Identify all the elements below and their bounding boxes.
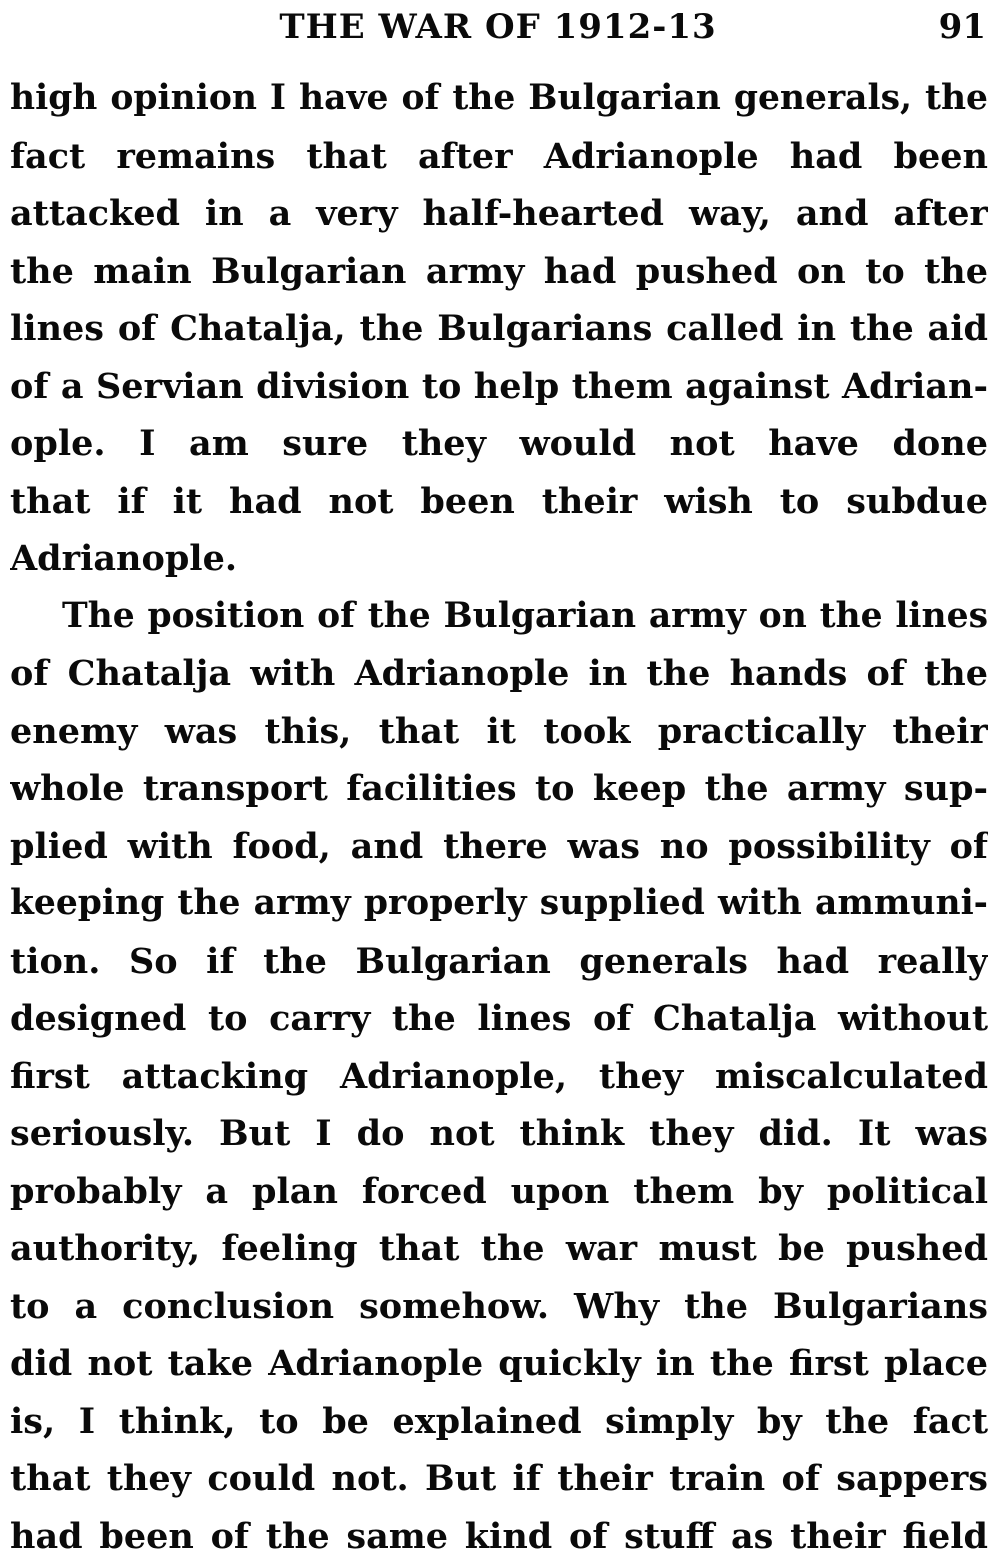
text-line: high opinion I have of the Bulgarian generals, the xyxy=(10,70,988,128)
text-line: tion. So if the Bulgarian generals had really xyxy=(10,933,988,991)
text-line: of a Servian division to help them against Adrian- xyxy=(10,358,988,416)
text-line: ople. I am sure they would not have done xyxy=(10,415,988,473)
text-line: authority, feeling that the war must be pushed xyxy=(10,1220,988,1278)
body-text xyxy=(10,70,988,1565)
text-line: that if it had not been their wish to subdue xyxy=(10,473,988,531)
text-line: first attacking Adrianople, they miscalculated xyxy=(10,1048,988,1106)
running-head xyxy=(10,4,986,50)
text-line: The position of the Bulgarian army on the lines xyxy=(10,588,988,646)
text-line: plied with food, and there was no possibility of xyxy=(10,818,988,876)
running-title: THE WAR OF 1912-13 xyxy=(10,4,986,50)
page-number: 91 xyxy=(939,4,986,50)
text-line: probably a plan forced upon them by political xyxy=(10,1163,988,1221)
text-line: enemy was this, that it took practically their xyxy=(10,703,988,761)
text-line: had been of the same kind of stuff as their field xyxy=(10,1508,988,1565)
text-line: fact remains that after Adrianople had been xyxy=(10,128,988,186)
text-line: the main Bulgarian army had pushed on to the xyxy=(10,243,988,301)
text-line: that they could not. But if their train of sappers xyxy=(10,1450,988,1508)
text-line: keeping the army properly supplied with ammuni- xyxy=(10,875,988,933)
text-line: lines of Chatalja, the Bulgarians called in the aid xyxy=(10,300,988,358)
text-line: seriously. But I do not think they did. It was xyxy=(10,1105,988,1163)
text-line: of Chatalja with Adrianople in the hands of the xyxy=(10,645,988,703)
text-line: whole transport facilities to keep the army sup- xyxy=(10,760,988,818)
text-line: Adrianople. xyxy=(10,530,988,588)
text-line: designed to carry the lines of Chatalja without xyxy=(10,990,988,1048)
text-line: attacked in a very half-hearted way, and after xyxy=(10,185,988,243)
text-line: to a conclusion somehow. Why the Bulgarians xyxy=(10,1278,988,1336)
text-line: is, I think, to be explained simply by the fact xyxy=(10,1393,988,1451)
text-line: did not take Adrianople quickly in the first place xyxy=(10,1335,988,1393)
